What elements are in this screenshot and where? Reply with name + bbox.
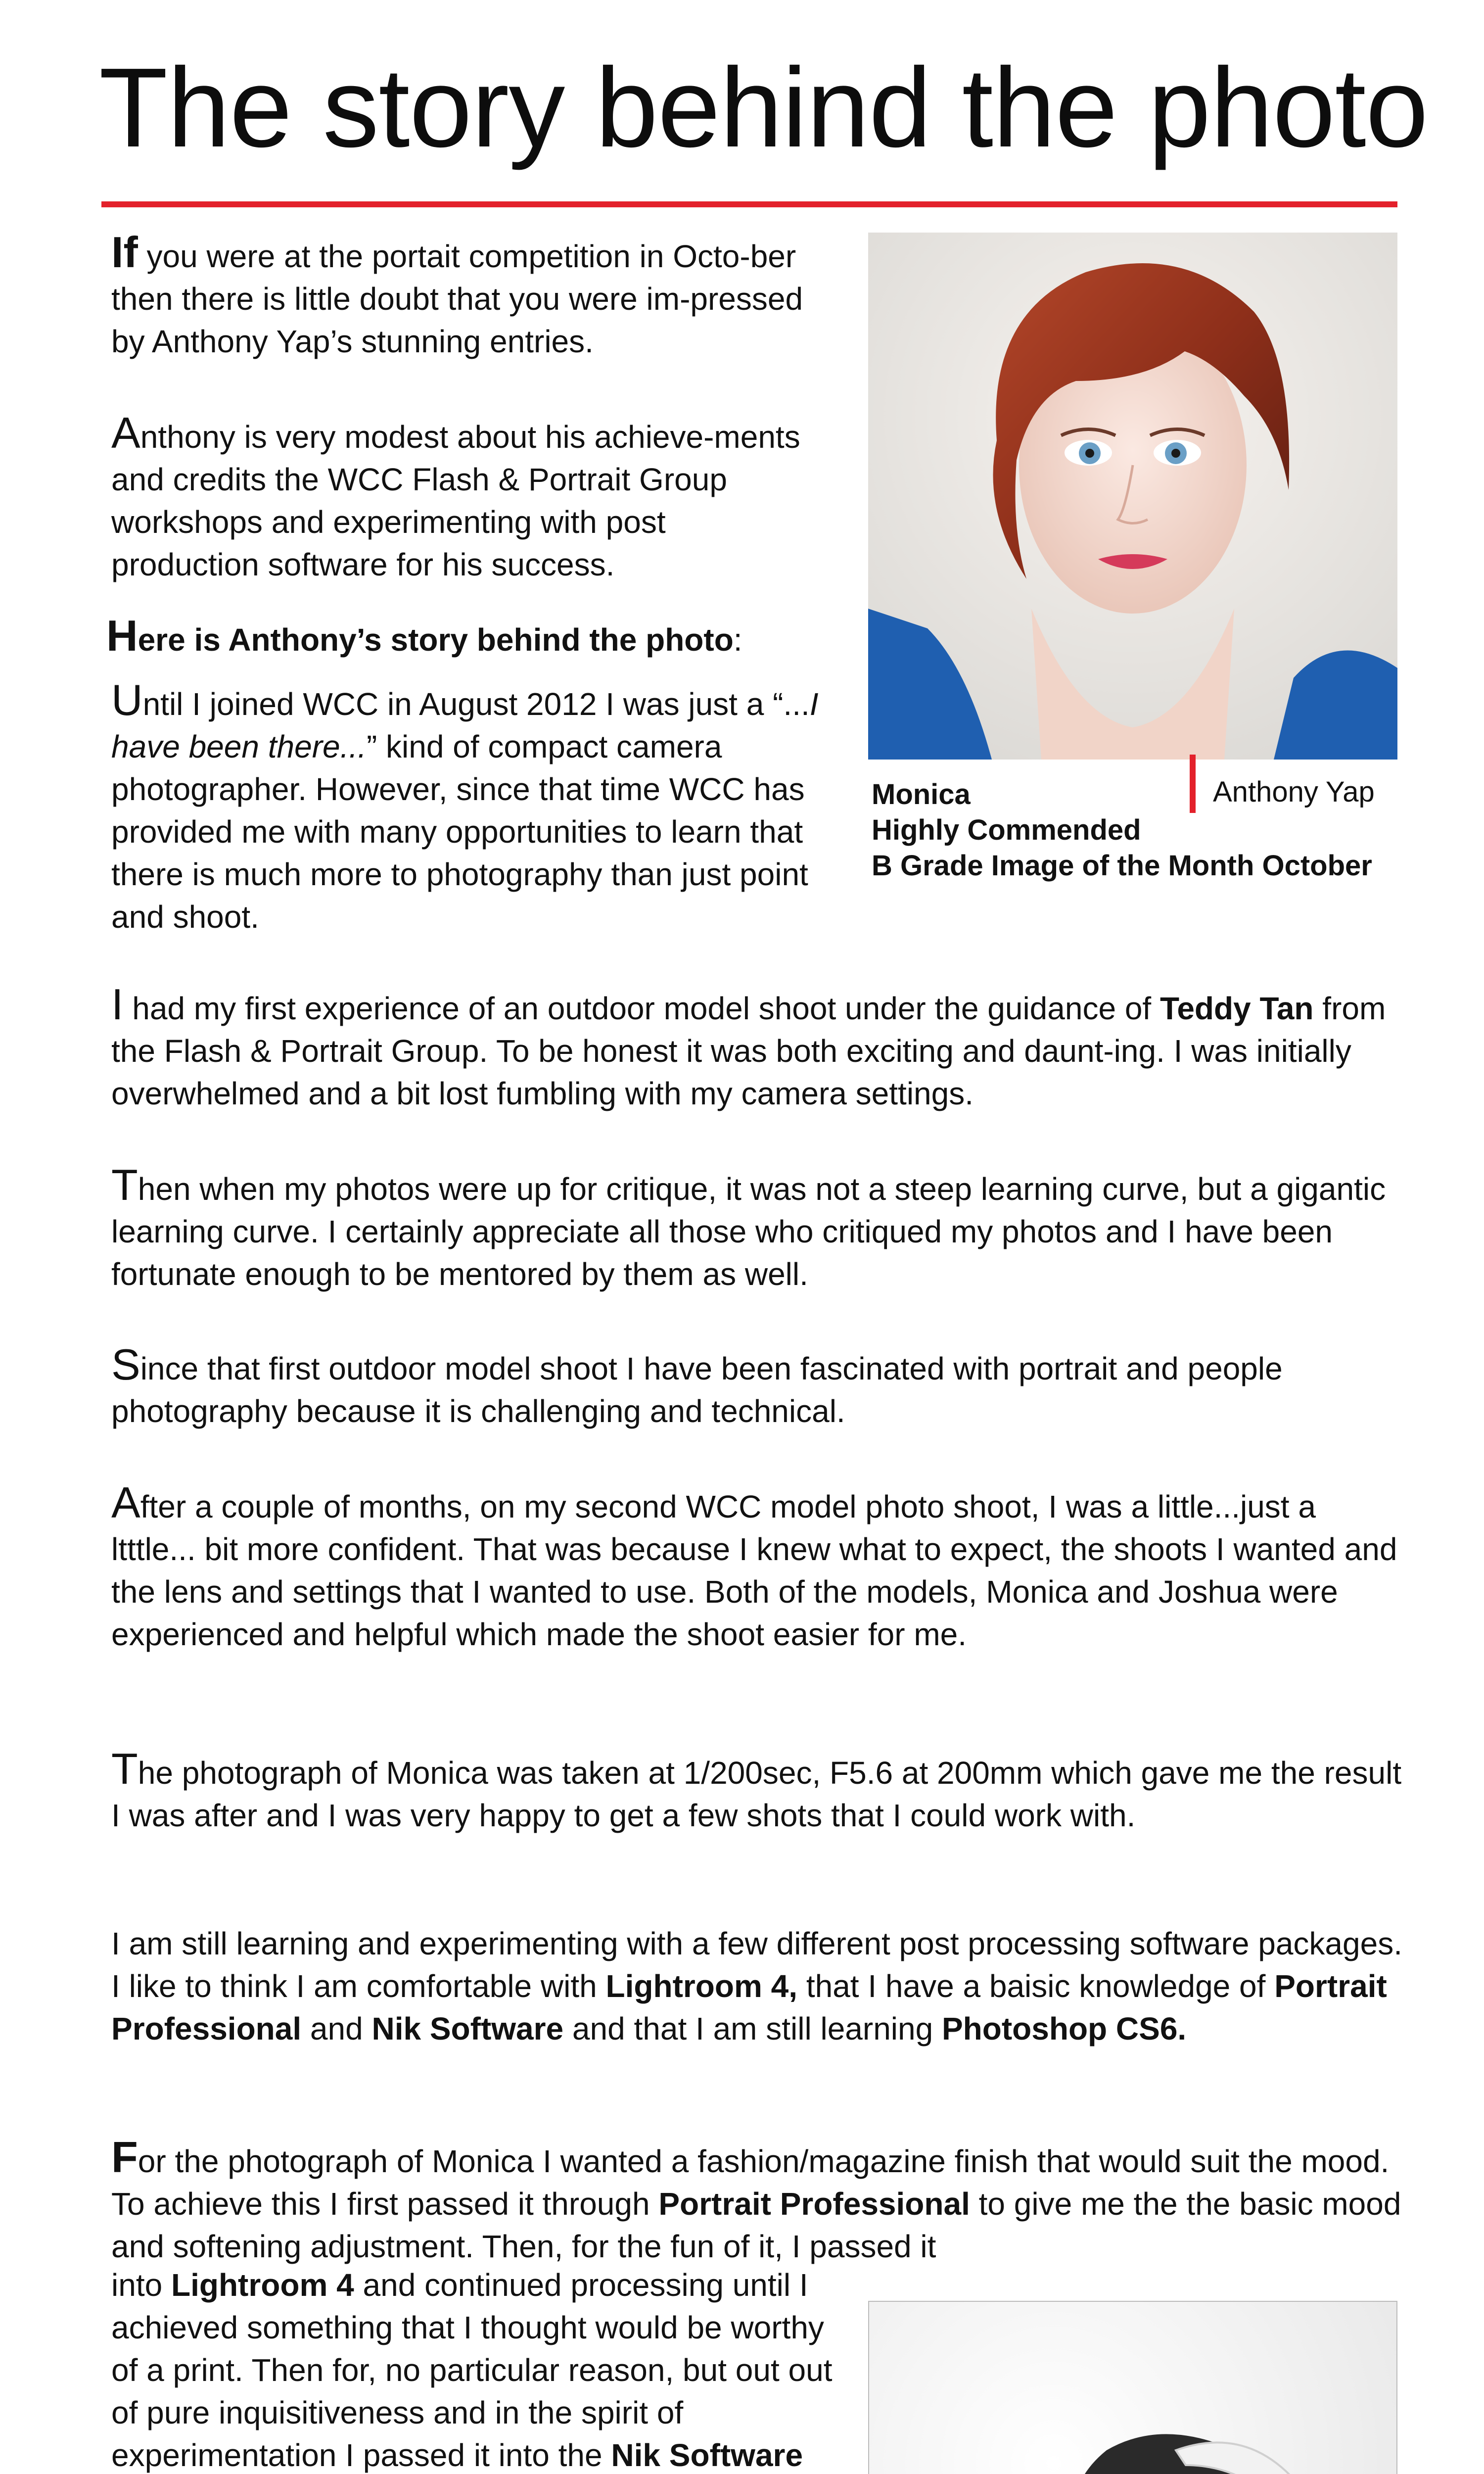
monica-name: Monica (872, 778, 971, 810)
paragraph-bold: Portrait Professional (658, 2186, 970, 2222)
drop-cap: F (111, 2133, 138, 2182)
paragraph-bold: Nik Software (371, 2011, 564, 2046)
title-divider (101, 201, 1397, 207)
paragraph-text: to give me the the basic mood and softening adjustment. Then, for the fun of it, I passed it (111, 2186, 1401, 2264)
paragraph-text: he photograph of Monica was taken at 1/200sec, F5.6 at 200mm which gave me the result I was after and I was very happy to get a few shots that I could work with. (111, 1755, 1402, 1833)
paragraph-3 (106, 611, 848, 661)
paragraph-text: into (111, 2267, 171, 2303)
paragraph-text: and (301, 2011, 372, 2046)
paragraph-text: hen when my photos were up for critique, it was not a steep learning curve, but a gigantic learning curve. I certainly appreciate all those who critiqued my photos and I have been fortunate enough to be mentored by them as well. (111, 1171, 1386, 1292)
monica-credit-divider (1190, 755, 1196, 813)
paragraph-text: and continued processing until I achieved something that I thought would be worthy of a print. Then for, no particular reason, but out out of pure inquisitiveness and in the spirit of experimentation I passed it into the (111, 2267, 833, 2473)
paragraph-text: and that I am still learning (563, 2011, 942, 2046)
monica-credit: Anthony Yap (1213, 776, 1375, 808)
page-title: The story behind the photo (99, 45, 1428, 171)
drop-cap: U (111, 675, 143, 724)
paragraph-4 (111, 675, 853, 938)
joshua-portrait-graphic (869, 2302, 1396, 2474)
paragraph-bold: Portrait Professional (111, 1968, 1387, 2046)
paragraph-text: I am still learning and experimenting with a few different post processing software packages. I like to think I am comfortable with (111, 1926, 1402, 2004)
drop-cap: A (111, 1478, 140, 1527)
paragraph-bold: Lightroom 4, (605, 1968, 798, 2004)
paragraph-text: fter a couple of months, on my second WCC model photo shoot, I was a little...just a ltttle... bit more confident. That was because I knew what to expect, the shoots I wanted and the lens and settings that I wanted to use. Both of the models, Monica and Joshua were experienced and helpful which made the shoot easier for me. (111, 1489, 1397, 1652)
paragraph-text: or the photograph of Monica I wanted a fashion/magazine finish that would suit the mood. To achieve this I first passed it through (111, 2143, 1390, 2222)
drop-cap: A (111, 408, 140, 457)
monica-award-2: B Grade Image of the Month October (872, 850, 1372, 882)
paragraph-bold: ere is Anthony’s story behind the photo (138, 622, 734, 658)
joshua-portrait-image (868, 2301, 1397, 2474)
paragraph-7 (111, 1340, 1407, 1432)
paragraph-text: you were at the portait competition in Octo-ber then there is little doubt that you were im-pressed by Anthony Yap’s stunning entries. (111, 238, 803, 359)
paragraph-text: ince that first outdoor model shoot I have been fascinated with portrait and people photography because it is challenging and technical. (111, 1351, 1283, 1429)
monica-portrait-image (868, 233, 1397, 760)
paragraph-6 (111, 1160, 1407, 1295)
paragraph-12 (111, 2264, 848, 2474)
paragraph-bold: Nik Software (611, 2437, 803, 2473)
paragraph-text: ntil I joined WCC in August 2012 I was just a “... (142, 686, 810, 722)
paragraph-bold: Teddy Tan (1159, 991, 1314, 1026)
drop-cap: I (111, 980, 124, 1029)
paragraph-8 (111, 1478, 1407, 1656)
paragraph-5 (111, 980, 1407, 1115)
paragraph-text: from the Flash & Portrait Group. To be honest it was both exciting and daunt-ing. I was initially overwhelmed and a bit lost fumbling with my camera settings. (111, 991, 1386, 1111)
paragraph-10 (111, 1922, 1407, 2050)
paragraph-11 (111, 2133, 1407, 2268)
paragraph-1 (111, 228, 843, 363)
drop-cap: H (106, 611, 138, 660)
drop-cap: T (111, 1160, 138, 1209)
drop-cap: T (111, 1744, 138, 1793)
paragraph-text: had my first experience of an outdoor model shoot under the guidance of (123, 991, 1160, 1026)
paragraph-text: nthony is very modest about his achieve-ments and credits the WCC Flash & Portrait Group workshops and experimenting with post production software for his success. (111, 419, 800, 582)
paragraph-bold: Lightroom 4 (171, 2267, 354, 2303)
paragraph-2 (111, 408, 804, 586)
drop-cap: S (111, 1340, 140, 1389)
paragraph-text: : (733, 622, 742, 658)
paragraph-italic: I have been there... (111, 686, 819, 764)
monica-portrait-graphic (868, 233, 1397, 760)
monica-award: Highly Commended (872, 814, 1141, 846)
paragraph-text: ” kind of compact camera photographer. However, since that time WCC has provided me with many opportunities to learn that there is much more to photography than just point and shoot. (111, 729, 808, 935)
paragraph-bold: Photoshop CS6. (941, 2011, 1187, 2046)
drop-cap: If (111, 228, 138, 277)
paragraph-text: that I have a baisic knowledge of (797, 1968, 1275, 2004)
paragraph-9 (111, 1744, 1407, 1837)
